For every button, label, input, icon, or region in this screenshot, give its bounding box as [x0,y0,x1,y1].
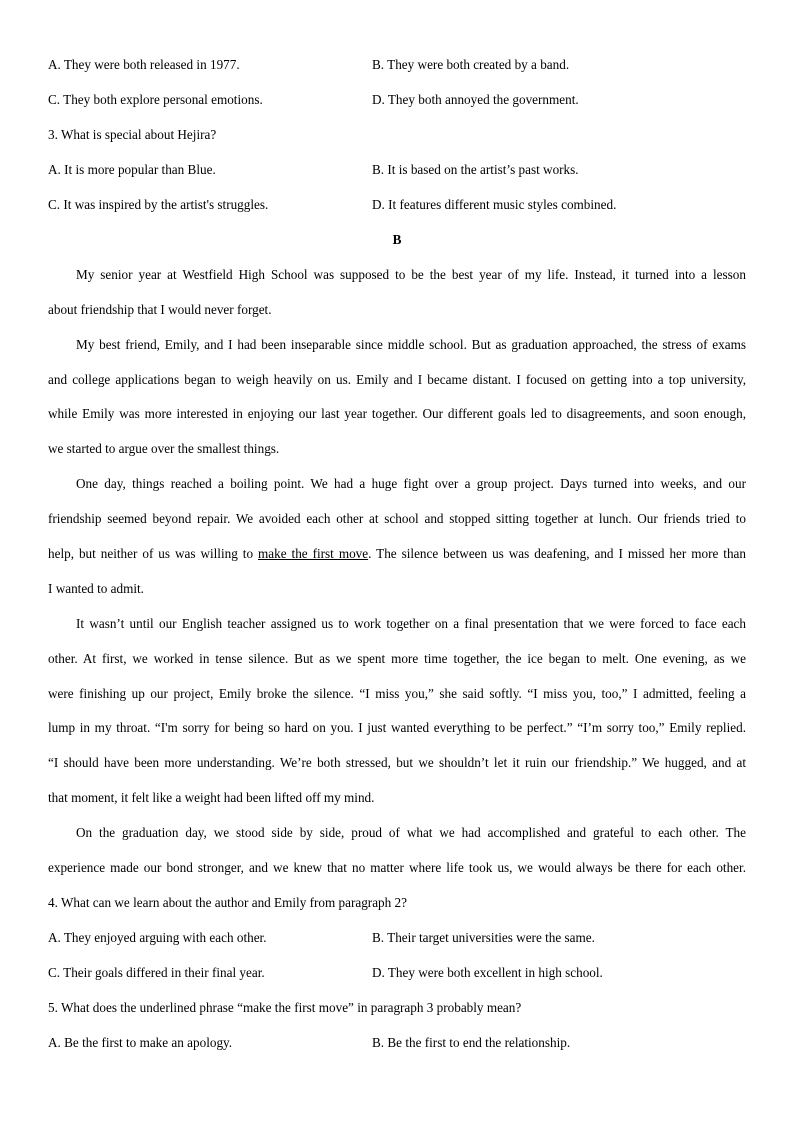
q5-option-a: A. Be the first to make an apology. [48,1035,233,1050]
q4-option-c: C. Their goals differed in their final year. [48,965,265,980]
paragraph-4-line: “I should have been more understanding. We’re both stressed, but we shouldn’t let it ruin our friendship.” We hugged, and at [48,755,746,770]
underlined-phrase: make the first move [258,546,369,561]
paragraph-3-line [48,546,746,562]
paragraph-3-line: I wanted to admit. [48,581,144,596]
q2-option-b: B. They were both created by a band. [372,57,570,72]
q4-question: 4. What can we learn about the author and Emily from paragraph 2? [48,895,407,910]
paragraph-1-line: My senior year at Westfield High School was supposed to be the best year of my life. Instead, it turned into a lesson [76,267,746,282]
section-heading: B [392,232,402,247]
paragraph-4-line: It wasn’t until our English teacher assigned us to work together on a final presentation that we were forced to face each [76,616,746,631]
paragraph-4-line: lump in my throat. “I'm sorry for being so hard on you. I just wanted everything to be perfect.” “I’m sorry too,” Emily replied. [48,720,746,735]
paragraph-1-line: about friendship that I would never forget. [48,302,272,317]
paragraph-2-line: and college applications began to weigh heavily on us. Emily and I became distant. I focused on getting into a top university, [48,372,746,387]
paragraph-2-line: we started to argue over the smallest things. [48,441,280,456]
q2-option-c: C. They both explore personal emotions. [48,92,263,107]
q4-option-a: A. They enjoyed arguing with each other. [48,930,267,945]
q3-option-a: A. It is more popular than Blue. [48,162,216,177]
q3-question: 3. What is special about Hejira? [48,127,217,142]
paragraph-3-line: friendship seemed beyond repair. We avoided each other at school and stopped sitting together at lunch. Our friends tried to [48,511,746,526]
q3-option-b: B. It is based on the artist’s past works. [372,162,579,177]
paragraph-4-line: other. At first, we worked in tense silence. But as we spent more time together, the ice began to melt. One evening, as we [48,651,746,666]
paragraph-3-text: . The silence between us was deafening, and I missed her more than [368,546,747,561]
q4-option-d: D. They were both excellent in high school. [372,965,603,980]
paragraph-3-line: One day, things reached a boiling point. We had a huge fight over a group project. Days turned into weeks, and our [76,476,746,491]
q5-question: 5. What does the underlined phrase “make the first move” in paragraph 3 probably mean? [48,1000,522,1015]
paragraph-2-line: My best friend, Emily, and I had been inseparable since middle school. But as graduation approached, the stress of exams [76,337,746,352]
q3-option-c: C. It was inspired by the artist's struggles. [48,197,269,212]
q2-option-a: A. They were both released in 1977. [48,57,240,72]
paragraph-4-line: were finishing up our project, Emily broke the silence. “I miss you,” she said softly. “I miss you, too,” I admitted, feeling a [48,686,746,701]
paragraph-4-line: that moment, it felt like a weight had been lifted off my mind. [48,790,375,805]
q4-option-b: B. Their target universities were the same. [372,930,595,945]
paragraph-2-line: while Emily was more interested in enjoying our last year together. Our different goals led to disagreements, and soon enough, [48,406,746,421]
paragraph-5-line: On the graduation day, we stood side by side, proud of what we had accomplished and grateful to each other. The [76,825,746,840]
q2-option-d: D. They both annoyed the government. [372,92,579,107]
q5-option-b: B. Be the first to end the relationship. [372,1035,571,1050]
paragraph-3-text: help, but neither of us was willing to [48,546,259,561]
paragraph-5-line: experience made our bond stronger, and we knew that no matter where life took us, we would always be there for each other. [48,860,746,875]
q3-option-d: D. It features different music styles combined. [372,197,617,212]
